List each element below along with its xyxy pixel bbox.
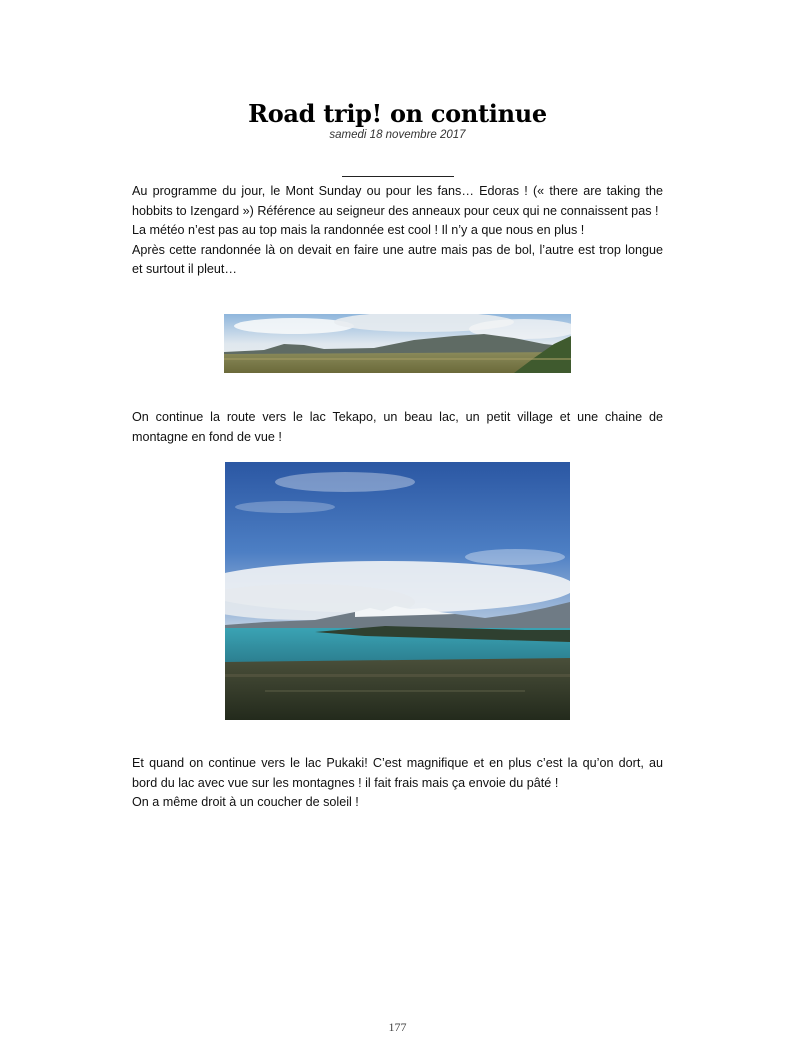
paragraph-line: Et quand on continue vers le lac Pukaki! C’est magnifique et en plus c’est la qu’on dort, au bord du lac avec vue sur les montagnes ! il fait frais mais ça envoie du pâté ! <box>132 756 663 790</box>
paragraph-line: Au programme du jour, le Mont Sunday ou pour les fans… Edoras ! (« there are taking the hobbits to Izengard ») Référence au seigneur des anneaux pour ceux qui ne connaissent pas ! <box>132 184 663 218</box>
paragraph-lac-tekapo <box>132 408 663 447</box>
paragraph-lac-pukaki <box>132 754 663 813</box>
paragraph-line: Après cette randonnée là on devait en faire une autre mais pas de bol, l’autre est trop longue et surtout il pleut… <box>132 242 663 277</box>
photo-mount-sunday-panorama <box>224 314 571 373</box>
title-divider <box>342 176 454 177</box>
paragraph-mont-sunday <box>132 182 663 280</box>
page-title: Road trip! on continue <box>248 99 547 128</box>
paragraph-line: La météo n’est pas au top mais la randonnée est cool ! Il n’y a que nous en plus ! <box>132 223 585 238</box>
page-number: 177 <box>388 1020 407 1034</box>
paragraph-line: On continue la route vers le lac Tekapo, un beau lac, un petit village et une chaine de montagne en fond de vue ! <box>132 410 663 444</box>
photo-lake-tekapo <box>225 462 570 720</box>
paragraph-line: On a même droit à un coucher de soleil ! <box>132 795 359 810</box>
post-date: samedi 18 novembre 2017 <box>329 129 466 141</box>
